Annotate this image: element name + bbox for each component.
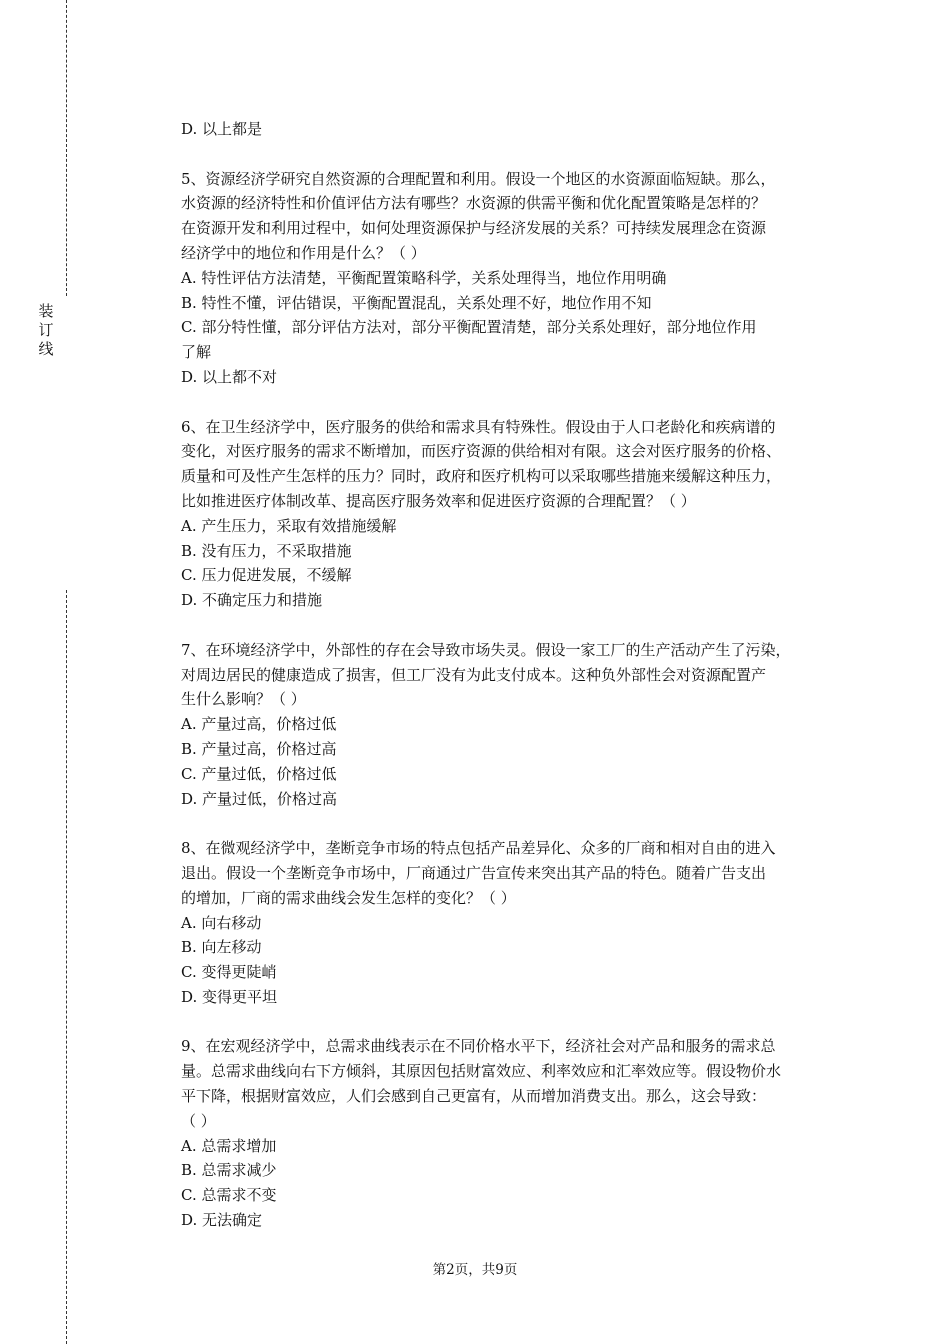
- option-line: 了解: [181, 343, 212, 362]
- option-line: B. 产量过高，价格过高: [181, 739, 337, 758]
- option-line: A. 总需求增加: [181, 1136, 277, 1155]
- question-stem-line: 退出。假设一个垄断竞争市场中，厂商通过广告宣传来突出其产品的特色。随着广告支出: [181, 863, 767, 882]
- option-line: A. 产生压力，采取有效措施缓解: [181, 516, 397, 535]
- question-stem-line: 变化，对医疗服务的需求不断增加，而医疗资源的供给相对有限。这会对医疗服务的价格、: [181, 442, 782, 461]
- option-line: D. 以上都不对: [181, 367, 278, 386]
- binding-dashed-line-bottom: [66, 590, 67, 1344]
- option-line: A. 向右移动: [181, 913, 262, 932]
- question-stem-line: 5、资源经济学研究自然资源的合理配置和利用。假设一个地区的水资源面临短缺。那么，: [181, 169, 776, 188]
- question-stem-line: 平下降，根据财富效应，人们会感到自己更富有，从而增加消费支出。那么，这会导致：: [181, 1087, 767, 1106]
- question-stem-line: 量。总需求曲线向右下方倾斜，其原因包括财富效应、利率效应和汇率效应等。假设物价水: [181, 1062, 782, 1081]
- option-line: D. 变得更平坦: [181, 987, 278, 1006]
- question-stem-line: （ ）: [181, 1111, 216, 1130]
- option-line: D. 产量过低，价格过高: [181, 789, 338, 808]
- question-7: [181, 638, 851, 812]
- option-line: B. 向左移动: [181, 938, 262, 957]
- question-stem-line: 质量和可及性产生怎样的压力？同时，政府和医疗机构可以采取哪些措施来缓解这种压力，: [181, 467, 782, 486]
- question-stem-line: 9、在宏观经济学中，总需求曲线表示在不同价格水平下，经济社会对产品和服务的需求总: [181, 1037, 776, 1056]
- exam-content: [181, 117, 851, 1233]
- option-line: D. 不确定压力和措施: [181, 591, 323, 610]
- question-stem-line: 6、在卫生经济学中，医疗服务的供给和需求具有特殊性。假设由于人口老龄化和疾病谱的: [181, 417, 776, 436]
- question-6: [181, 415, 851, 613]
- option-line: D. 无法确定: [181, 1211, 263, 1230]
- option-line: D. 以上都是: [181, 120, 263, 138]
- binding-dashed-line-top: [66, 0, 67, 296]
- binding-label-char: 线: [38, 340, 54, 358]
- option-line: B. 没有压力，不采取措施: [181, 541, 352, 560]
- question-stem-line: 8、在微观经济学中，垄断竞争市场的特点包括产品差异化、众多的厂商和相对自由的进入: [181, 839, 776, 858]
- question-stem-line: 生什么影响？（ ）: [181, 690, 306, 709]
- option-line: C. 产量过低，价格过低: [181, 764, 337, 783]
- question-stem-line: 比如推进医疗体制改革、提高医疗服务效率和促进医疗资源的合理配置？（ ）: [181, 491, 696, 510]
- question-stem-line: 的增加，厂商的需求曲线会发生怎样的变化？（ ）: [181, 888, 516, 907]
- binding-label-char: 装: [38, 302, 54, 320]
- question-stem-line: 水资源的经济特性和价值评估方法有哪些？水资源的供需平衡和优化配置策略是怎样的？: [181, 194, 767, 213]
- option-line: A. 产量过高，价格过低: [181, 715, 337, 734]
- option-line: C. 变得更陡峭: [181, 963, 277, 982]
- option-line: C. 压力促进发展，不缓解: [181, 566, 352, 585]
- option-line: B. 特性不懂，评估错误，平衡配置混乱，关系处理不好，地位作用不知: [181, 293, 652, 312]
- question-stem-line: 经济学中的地位和作用是什么？（ ）: [181, 243, 426, 262]
- question-9: [181, 1034, 851, 1232]
- option-line: C. 总需求不变: [181, 1186, 277, 1205]
- continuation-options: [181, 117, 851, 142]
- option-line: A. 特性评估方法清楚，平衡配置策略科学，关系处理得当，地位作用明确: [181, 268, 667, 287]
- question-8: [181, 836, 851, 1010]
- page-footer: 第2页，共9页: [432, 1262, 518, 1278]
- option-line: C. 部分特性懂，部分评估方法对，部分平衡配置清楚，部分关系处理好，部分地位作用: [181, 318, 757, 337]
- question-stem-line: 在资源开发和利用过程中，如何处理资源保护与经济发展的关系？可持续发展理念在资源: [181, 219, 767, 238]
- question-5: [181, 167, 851, 390]
- option-line: B. 总需求减少: [181, 1161, 277, 1180]
- binding-label: [36, 302, 56, 359]
- question-stem-line: 对周边居民的健康造成了损害，但工厂没有为此支付成本。这种负外部性会对资源配置产: [181, 665, 767, 684]
- binding-label-char: 订: [38, 321, 54, 339]
- question-stem-line: 7、在环境经济学中，外部性的存在会导致市场失灵。假设一家工厂的生产活动产生了污染，: [181, 640, 791, 659]
